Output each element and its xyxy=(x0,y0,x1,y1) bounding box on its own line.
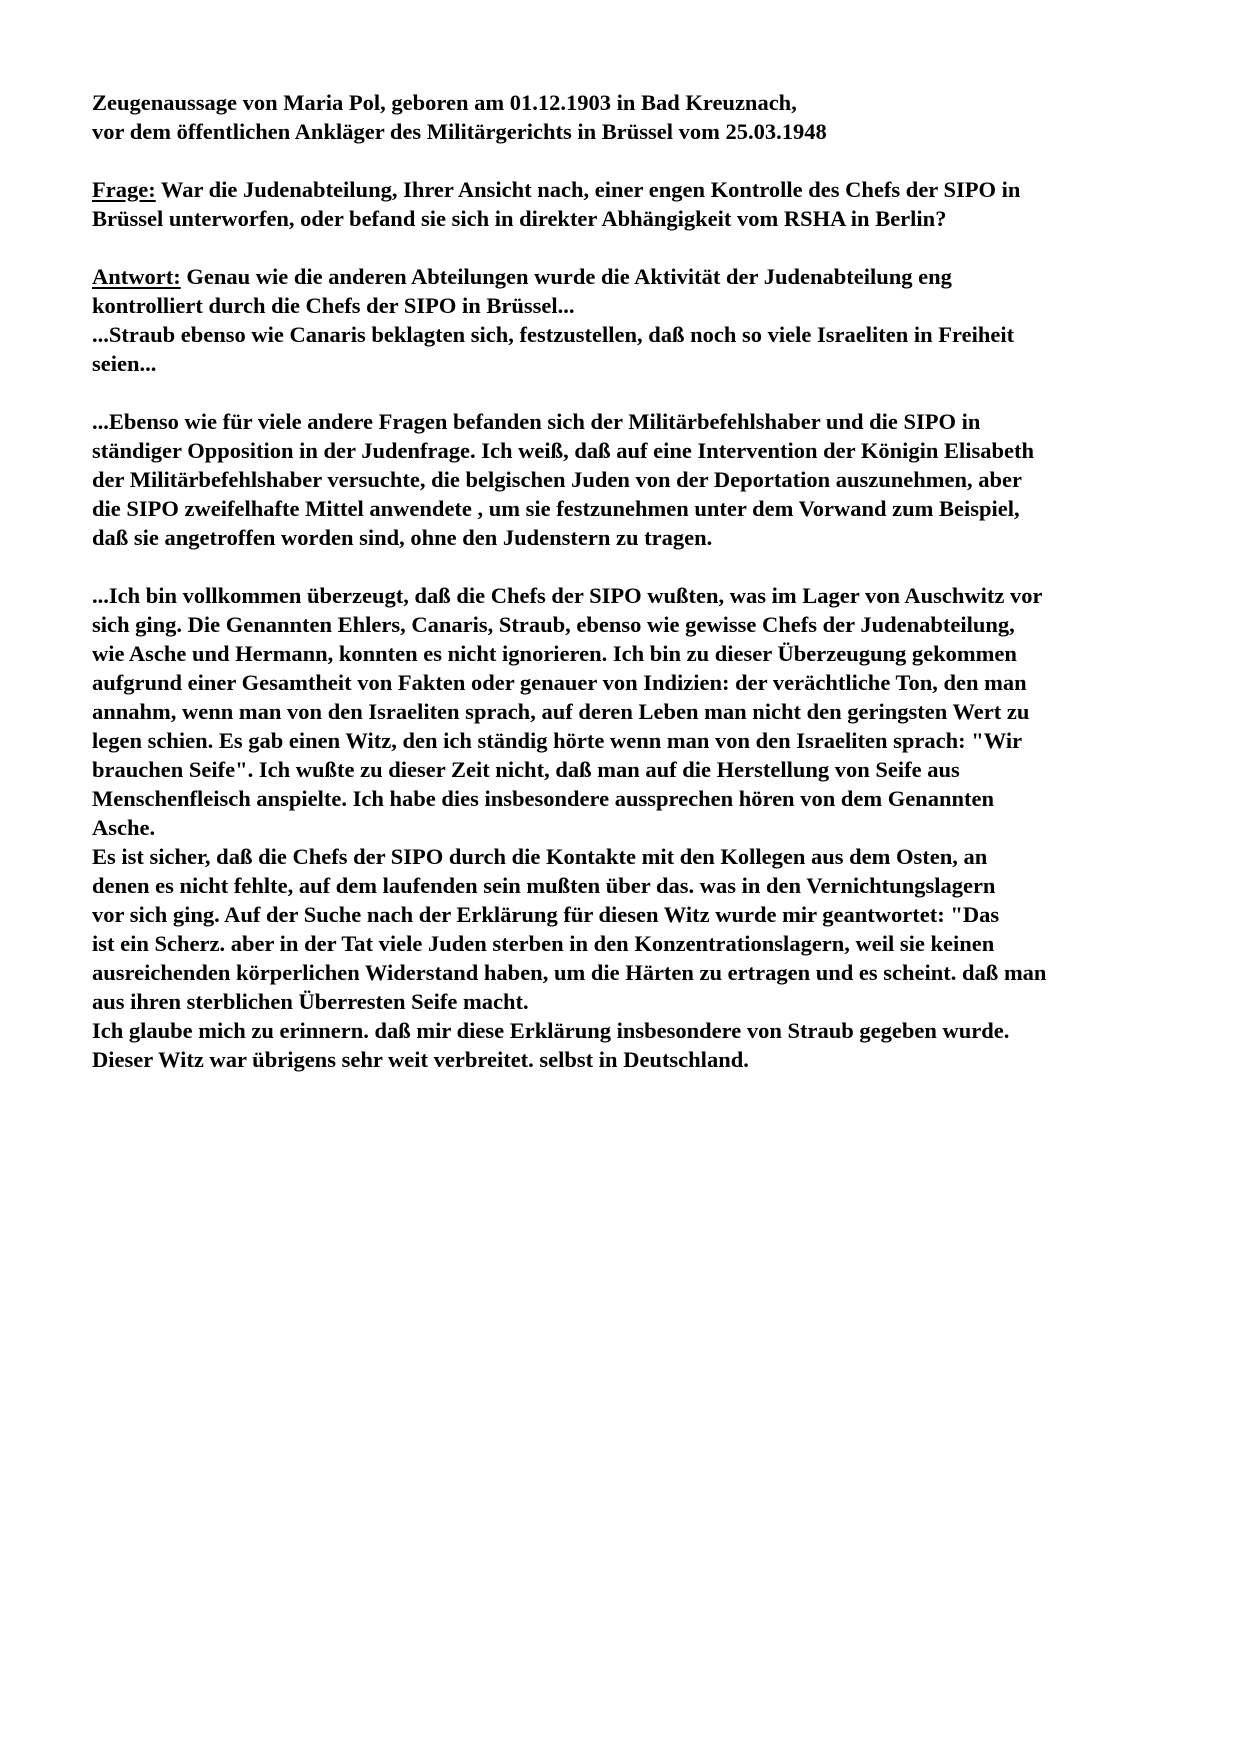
document-header xyxy=(92,88,1172,146)
paragraph-line: sich ging. Die Genannten Ehlers, Canaris, Straub, ebenso wie gewisse Chefs der Judenabteilung, xyxy=(92,612,1015,637)
paragraph-line: aus ihren sterblichen Überresten Seife macht. xyxy=(92,989,529,1014)
document-body xyxy=(92,88,1172,1074)
paragraph-gap xyxy=(92,378,1172,407)
paragraph-line: Asche. xyxy=(92,815,156,840)
paragraph-auschwitz xyxy=(92,581,1172,1074)
paragraph-line: ...Ebenso wie für viele andere Fragen befanden sich der Militärbefehlshaber und die SIPO in xyxy=(92,409,981,434)
answer-first-line xyxy=(92,262,1172,291)
answer-line: seien... xyxy=(92,351,157,376)
paragraph-line: wie Asche und Hermann, konnten es nicht ignorieren. Ich bin zu dieser Überzeugung gekommen xyxy=(92,641,1017,666)
answer-line: kontrolliert durch die Chefs der SIPO in Brüssel... xyxy=(92,293,575,318)
answer-block xyxy=(92,262,1172,378)
paragraph-line: Es ist sicher, daß die Chefs der SIPO durch die Kontakte mit den Kollegen aus dem Osten, an xyxy=(92,844,988,869)
paragraph-line: Menschenfleisch anspielte. Ich habe dies insbesondere aussprechen hören von dem Genannten xyxy=(92,786,994,811)
answer-label: Antwort: xyxy=(92,264,181,289)
paragraph-opposition xyxy=(92,407,1172,552)
paragraph-gap xyxy=(92,146,1172,175)
paragraph-line: ...Ich bin vollkommen überzeugt, daß die Chefs der SIPO wußten, was im Lager von Auschwitz vor xyxy=(92,583,1043,608)
answer-line: ...Straub ebenso wie Canaris beklagten sich, festzustellen, daß noch so viele Israeliten in Freiheit xyxy=(92,322,1015,347)
question-block xyxy=(92,175,1172,233)
paragraph-line: der Militärbefehlshaber versuchte, die belgischen Juden von der Deportation auszunehmen, aber xyxy=(92,467,1022,492)
header-line: vor dem öffentlichen Ankläger des Militärgerichts in Brüssel vom 25.03.1948 xyxy=(92,119,827,144)
paragraph-gap xyxy=(92,552,1172,581)
paragraph-gap xyxy=(92,233,1172,262)
question-line: Brüssel unterworfen, oder befand sie sich in direkter Abhängigkeit vom RSHA in Berlin? xyxy=(92,206,947,231)
question-first-line xyxy=(92,175,1172,204)
paragraph-line: aufgrund einer Gesamtheit von Fakten oder genauer von Indizien: der verächtliche Ton, den man xyxy=(92,670,1027,695)
question-label: Frage: xyxy=(92,177,156,202)
header-line: Zeugenaussage von Maria Pol, geboren am 01.12.1903 in Bad Kreuznach, xyxy=(92,90,797,115)
paragraph-line: ständiger Opposition in der Judenfrage. Ich weiß, daß auf eine Intervention der Königin Elisabeth xyxy=(92,438,1035,463)
paragraph-line: vor sich ging. Auf der Suche nach der Erklärung für diesen Witz wurde mir geantwortet: "Das xyxy=(92,902,1000,927)
paragraph-line: ist ein Scherz. aber in der Tat viele Juden sterben in den Konzentrationslagern, weil sie keinen xyxy=(92,931,995,956)
paragraph-line: denen es nicht fehlte, auf dem laufenden sein mußten über das. was in den Vernichtungslagern xyxy=(92,873,996,898)
paragraph-line: legen schien. Es gab einen Witz, den ich ständig hörte wenn man von den Israeliten sprach: "Wir xyxy=(92,728,1023,753)
paragraph-line: Ich glaube mich zu erinnern. daß mir diese Erklärung insbesondere von Straub gegeben wurde. xyxy=(92,1018,1010,1043)
paragraph-line: daß sie angetroffen worden sind, ohne den Judenstern zu tragen. xyxy=(92,525,713,550)
paragraph-line: ausreichenden körperlichen Widerstand haben, um die Härten zu ertragen und es scheint. daß man xyxy=(92,960,1047,985)
answer-text: Genau wie die anderen Abteilungen wurde die Aktivität der Judenabteilung eng xyxy=(180,264,952,289)
question-text: War die Judenabteilung, Ihrer Ansicht nach, einer engen Kontrolle des Chefs der SIPO in xyxy=(155,177,1021,202)
paragraph-line: Dieser Witz war übrigens sehr weit verbreitet. selbst in Deutschland. xyxy=(92,1047,749,1072)
paragraph-line: annahm, wenn man von den Israeliten sprach, auf deren Leben man nicht den geringsten Wert zu xyxy=(92,699,1030,724)
paragraph-line: die SIPO zweifelhafte Mittel anwendete , um sie festzunehmen unter dem Vorwand zum Beispiel, xyxy=(92,496,1020,521)
paragraph-line: brauchen Seife". Ich wußte zu dieser Zeit nicht, daß man auf die Herstellung von Seife aus xyxy=(92,757,960,782)
